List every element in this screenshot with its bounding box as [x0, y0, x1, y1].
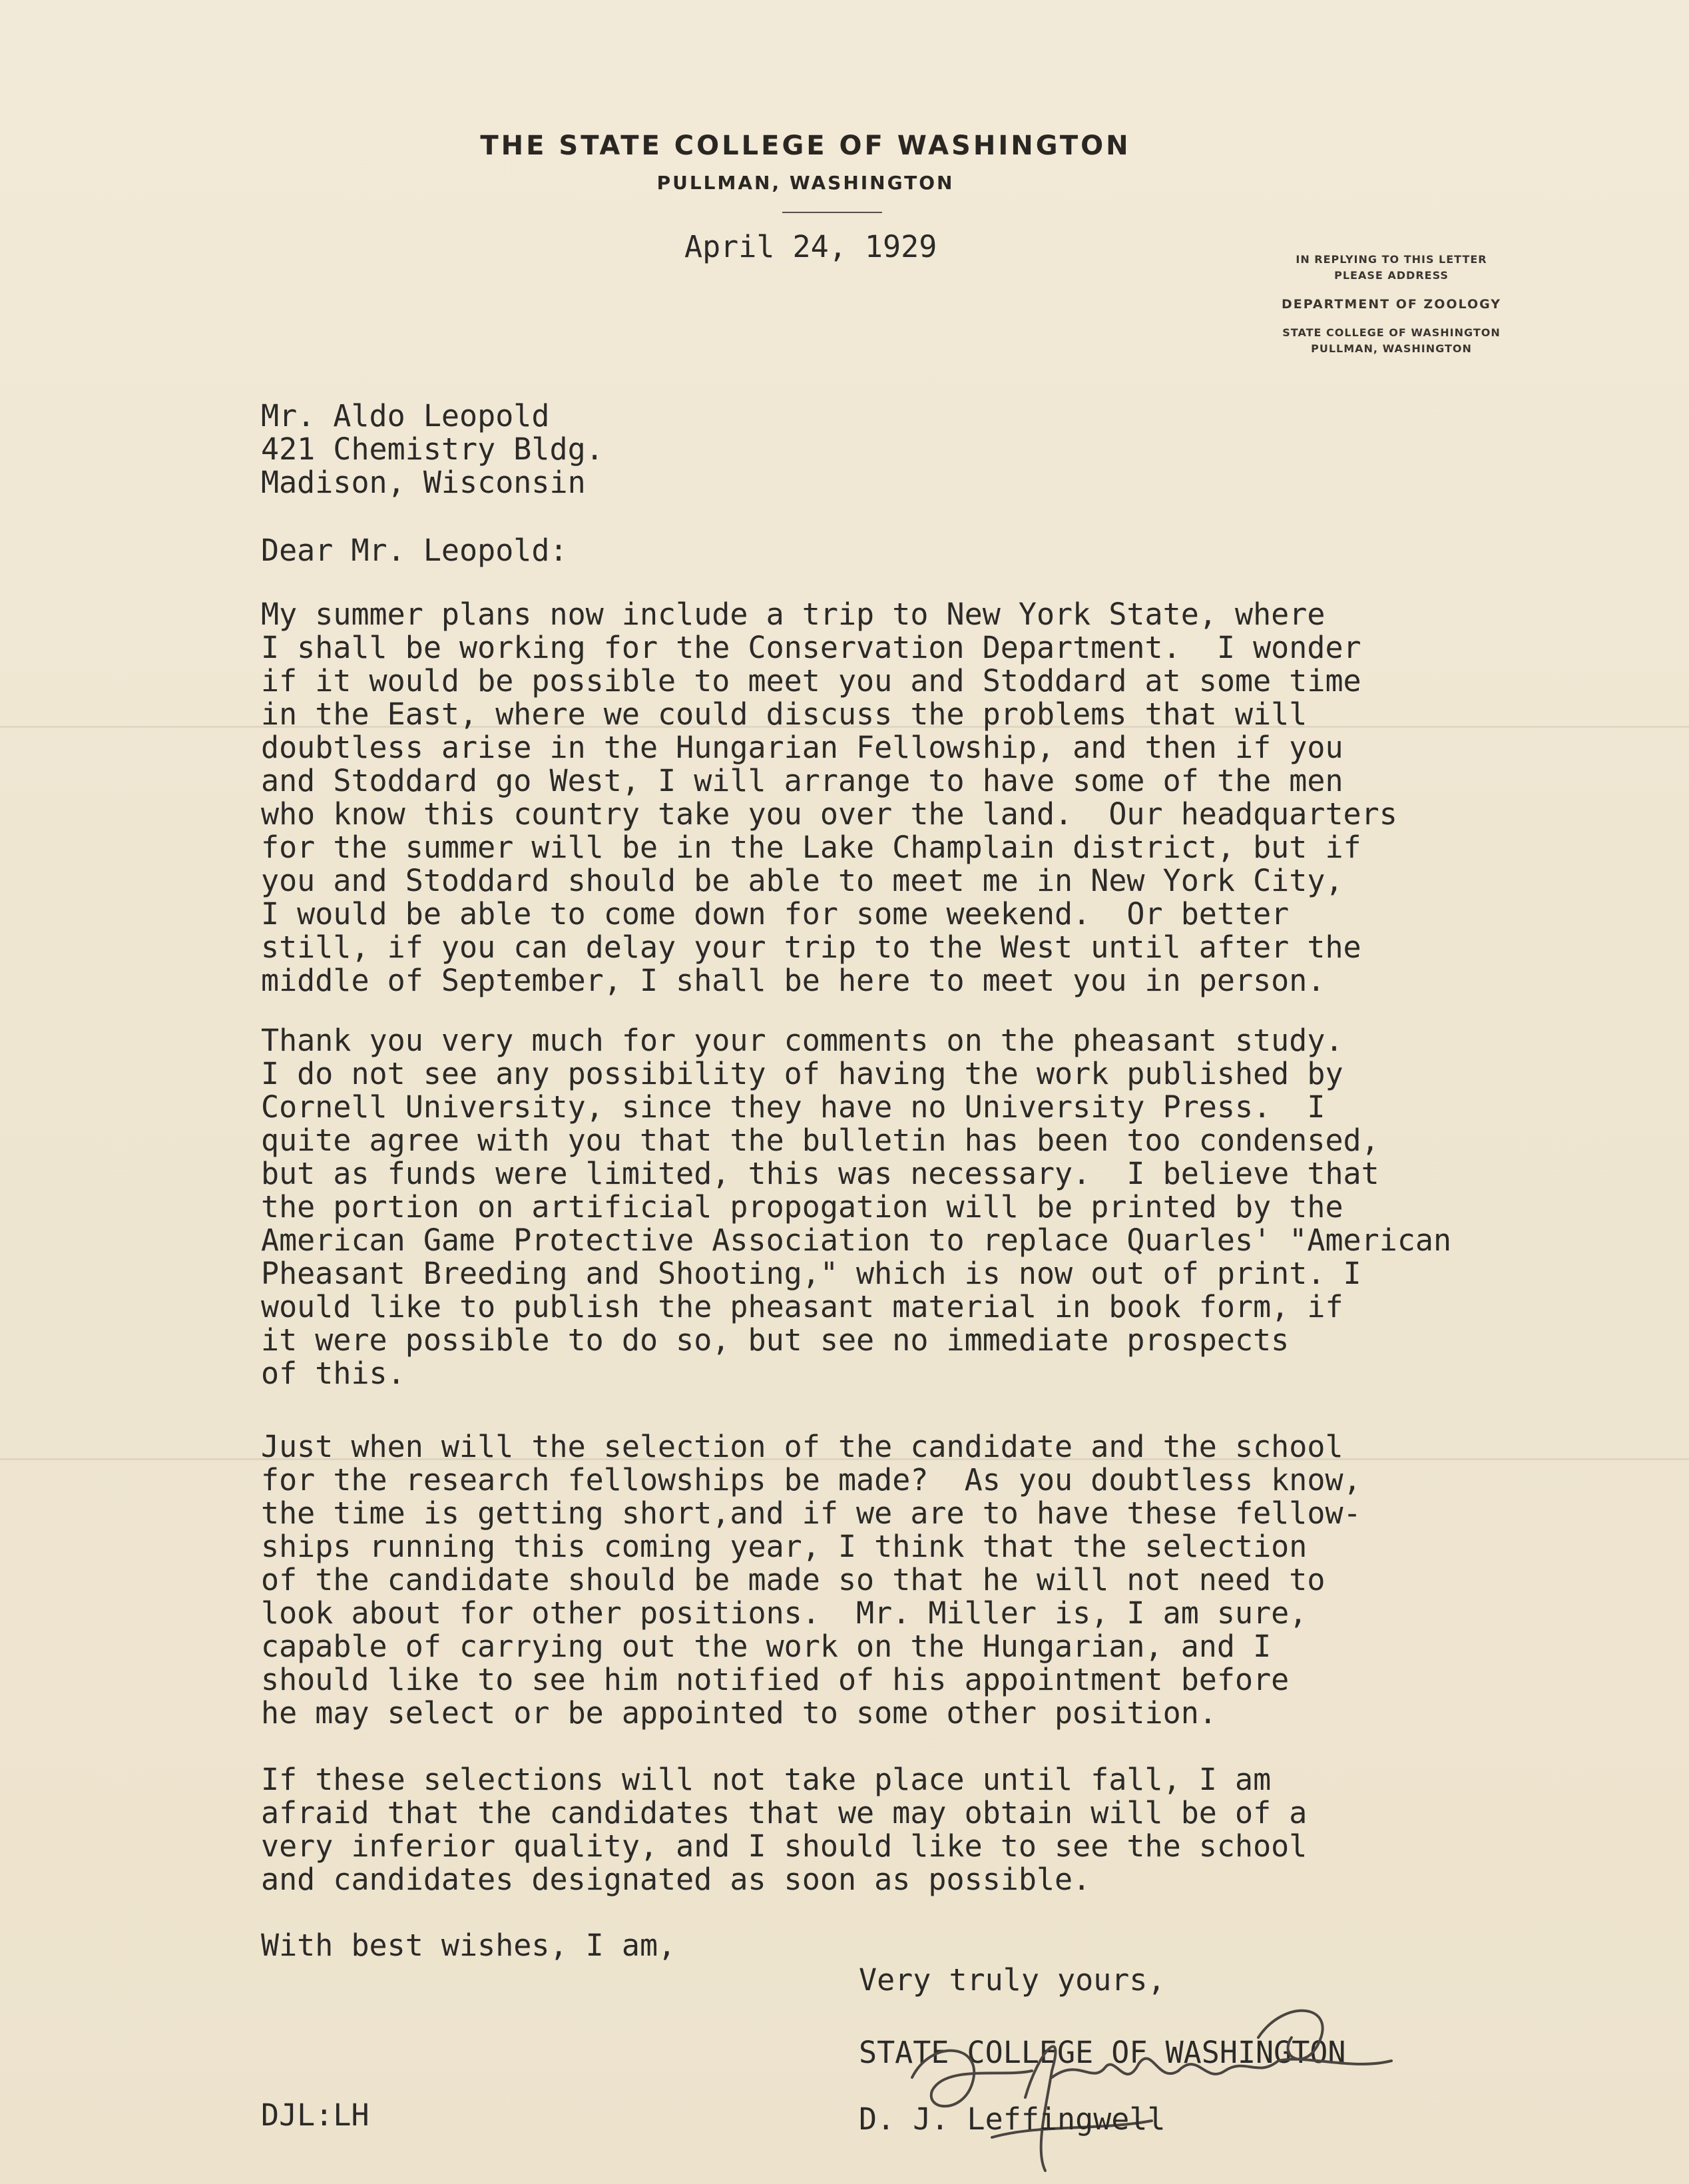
letterhead-location: PULLMAN, WASHINGTON — [656, 172, 955, 194]
letterhead-title: THE STATE COLLEGE OF WASHINGTON — [480, 131, 1131, 161]
signatory-name: D. J. Leffingwell — [859, 2101, 1166, 2137]
reply-location: PULLMAN, WASHINGTON — [1311, 342, 1472, 355]
signature-organization: STATE COLLEGE OF WASHINGTON — [859, 2035, 1346, 2070]
reply-institution: STATE COLLEGE OF WASHINGTON — [1282, 326, 1501, 339]
letter-date: April 24, 1929 — [684, 229, 937, 264]
body-paragraph: Just when will the selection of the candidate and the school for the research fellowships be made? As you doubtless know, the time is getting short,and if we are to have these fellow- ships running this coming year, I think that the selection of the candidate should be made so that he will not need to look about for other positions. Mr. Miller is, I am sure, capable of carrying out the work on the Hungarian, and I should like to see him notified of his appointment before he may select or be appointed to some other position. — [261, 1429, 1361, 1731]
recipient-city: Madison, Wisconsin — [261, 465, 586, 500]
salutation: Dear Mr. Leopold: — [261, 533, 568, 568]
handwritten-signature — [885, 1998, 1405, 2177]
closing-wish: With best wishes, I am, — [261, 1928, 676, 1963]
body-paragraph: Thank you very much for your comments on the pheasant study. I do not see any possibility of having the work published by Cornell University, since they have no University Press. I quite agree with you that the bulletin has been too condensed, but as funds were limited, this was necessary. I believe that the portion on artificial propogation will be printed by the American Game Protective Association to replace Quarles' "American Pheasant Breeding and Shooting," which is now out of print. I would like to publish the pheasant material in book form, if it were possible to do so, but see no immediate prospects of this. — [261, 1023, 1452, 1391]
complimentary-close: Very truly yours, — [859, 1962, 1166, 1998]
reference-initials: DJL:LH — [261, 2097, 369, 2133]
body-paragraph: If these selections will not take place until fall, I am afraid that the candidates that we may obtain will be of a very inferior quality, and I should like to see the school and candidates designated as soon as possible. — [261, 1762, 1308, 1897]
reply-instruction-line: IN REPLYING TO THIS LETTER — [1296, 253, 1487, 266]
reply-instruction-line: PLEASE ADDRESS — [1334, 269, 1449, 282]
body-paragraph: My summer plans now include a trip to New York State, where I shall be working for the Conservation Department. I wonder if it would be possible to meet you and Stoddard at some time in the East, where we could discuss the problems that will doubtless arise in the Hungarian Fellowship, and then if you and Stoddard go West, I will arrange to have some of the men who know this country take you over the land. Our headquarters for the summer will be in the Lake Champlain district, but if you and Stoddard should be able to meet me in New York City, I would be able to come down for some weekend. Or better still, if you can delay your trip to the West until after the middle of September, I shall be here to meet you in person. — [261, 597, 1397, 998]
recipient-name: Mr. Aldo Leopold — [261, 398, 550, 433]
recipient-street: 421 Chemistry Bldg. — [261, 431, 604, 467]
letterhead-divider — [782, 212, 882, 213]
reply-department: DEPARTMENT OF ZOOLOGY — [1281, 297, 1502, 312]
